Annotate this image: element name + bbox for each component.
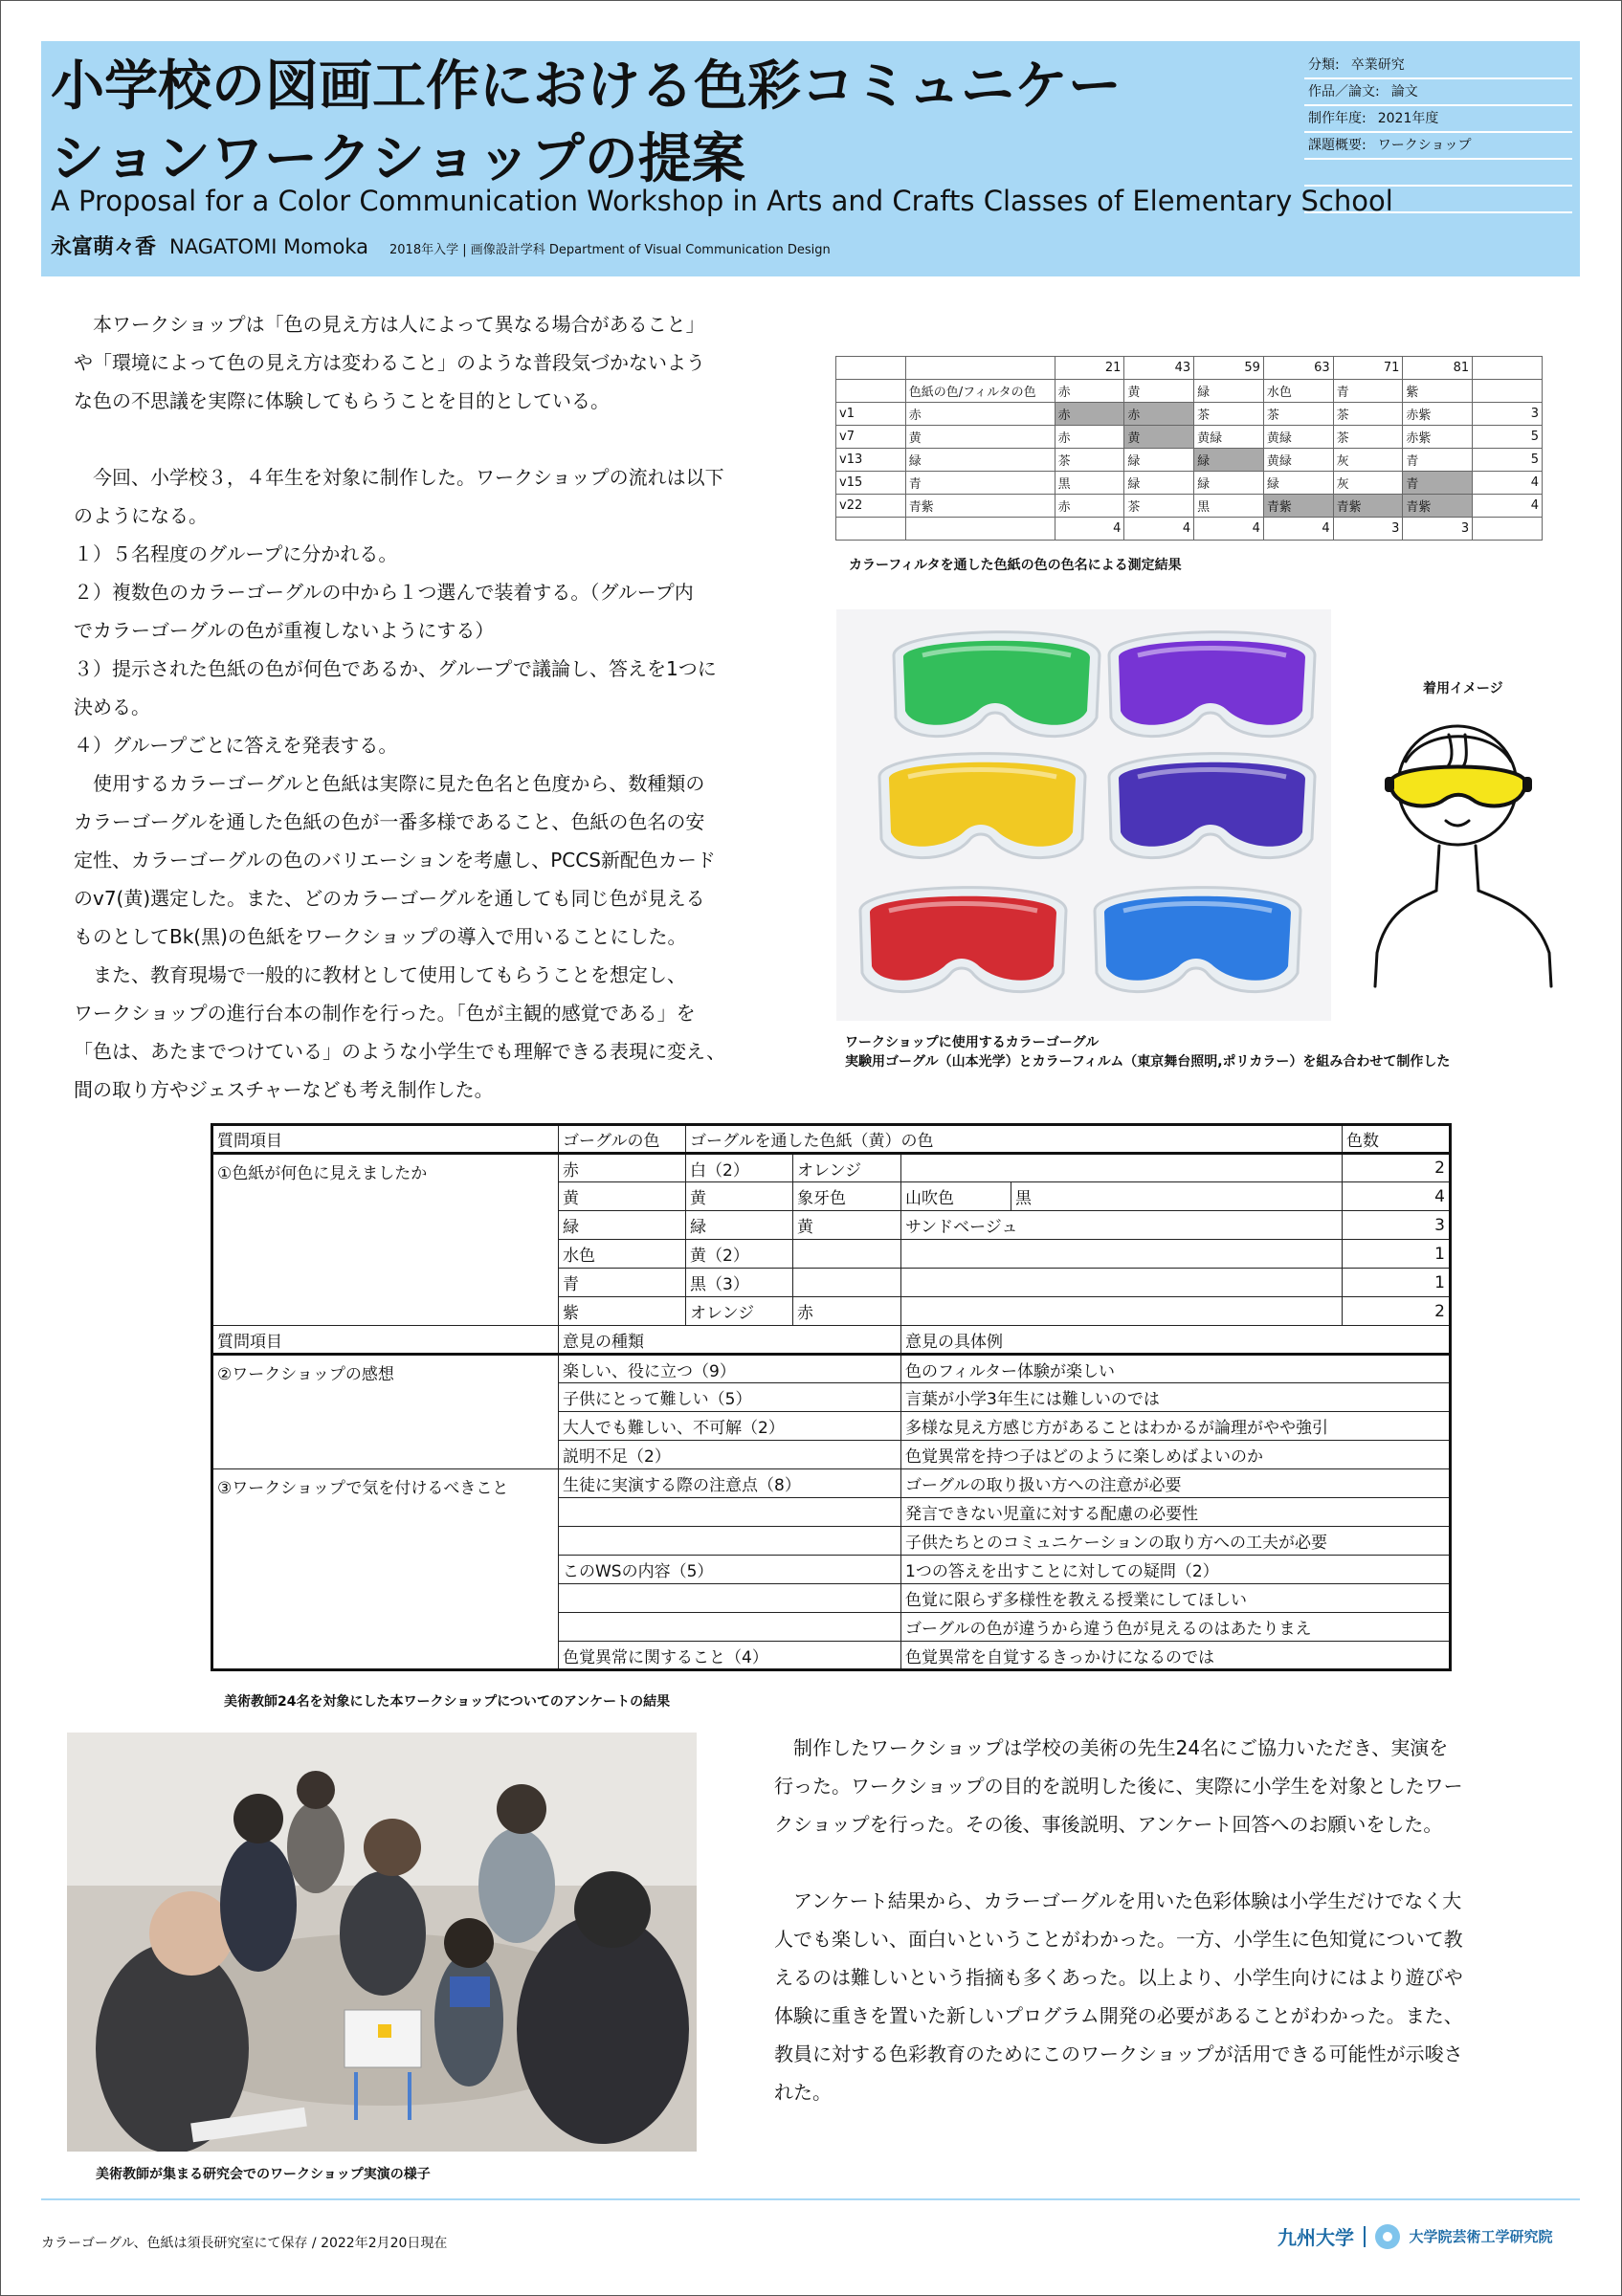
author-name-en: NAGATOMI Momoka	[169, 235, 369, 258]
result-cell: 黄緑	[1263, 426, 1333, 449]
result-cell: 赤	[1124, 403, 1194, 426]
opinion-example: ゴーグルの取り扱い方への注意が必要	[901, 1469, 1451, 1498]
result-cell: 茶	[1055, 449, 1124, 472]
filter-number: 59	[1194, 357, 1264, 380]
result-cell: 赤	[1055, 426, 1124, 449]
result-cell: 青	[1403, 449, 1473, 472]
opinion-kind: 説明不足（2）	[559, 1441, 901, 1469]
result-cell: 青紫	[1333, 495, 1403, 518]
text-line: のv7(黄)選定した。また、どのカラーゴーグルを通しても同じ色が見える	[74, 887, 705, 910]
goggle-strap-left	[1385, 777, 1394, 792]
filter-number: 63	[1263, 357, 1333, 380]
table-row	[836, 518, 1543, 541]
goggle-item	[1095, 888, 1300, 992]
footer-note: カラーゴーグル、色紙は須長研究室にて保存 / 2022年2月20日現在	[41, 2236, 448, 2251]
text-line: ワークショップの進行台本の制作を行った。「色が主観的感覚である」を	[74, 1002, 696, 1025]
goggle-color: 青	[559, 1269, 686, 1297]
opinion-example: 色覚異常を持つ子はどのように楽しめばよいのか	[901, 1441, 1451, 1469]
filter-number: 43	[1124, 357, 1194, 380]
result-cell: 赤紫	[1403, 426, 1473, 449]
text-line: でカラーゴーグルの色が重複しないようにする）	[74, 619, 495, 642]
seen-color: 黄	[793, 1211, 901, 1240]
question-3: ③ワークショップで気を付けるべきこと	[212, 1469, 559, 1670]
meta-value: ワークショップ	[1377, 138, 1472, 153]
filter-name: 緑	[1194, 380, 1264, 403]
meta-row	[1304, 106, 1572, 133]
seen-color: 黄	[686, 1182, 793, 1211]
result-cell: 黄緑	[1263, 449, 1333, 472]
meta-label: 分類:	[1308, 57, 1340, 73]
text-line: ２）複数色のカラーゴーグルの中から１つ選んで装着する。（グループ内	[74, 581, 694, 604]
table-cell	[836, 518, 906, 541]
paper-color: 青	[905, 472, 1055, 495]
goggle-color: 水色	[559, 1240, 686, 1269]
graduate-school-name: 大学院芸術工学研究院	[1409, 2228, 1553, 2245]
meta-row	[1304, 79, 1572, 106]
meta-value: 論文	[1390, 84, 1418, 99]
column-total: 4	[1194, 518, 1264, 541]
goggle-color: 紫	[559, 1297, 686, 1326]
meta-value: 卒業研究	[1350, 57, 1405, 73]
seen-color: 山吹色	[901, 1182, 1011, 1211]
seen-color: 象牙色	[793, 1182, 901, 1211]
text-line: 間の取り方やジェスチャーなども考え制作した。	[74, 1078, 494, 1101]
table-row	[836, 449, 1543, 472]
column-total: 3	[1333, 518, 1403, 541]
table-cell	[836, 380, 906, 403]
shoulder-right	[1476, 846, 1551, 986]
meta-row	[1304, 53, 1572, 79]
result-cell: 黒	[1055, 472, 1124, 495]
header-question: 質問項目	[212, 1125, 559, 1154]
paper-id: v22	[836, 495, 906, 518]
seen-color: サンドベージュ	[901, 1211, 1343, 1240]
paper-color: 黄	[905, 426, 1055, 449]
opinion-example: 多様な見え方感じ方があることはわかるが論理がやや強引	[901, 1412, 1451, 1441]
result-cell: 赤紫	[1403, 403, 1473, 426]
result-cell: 赤	[1055, 495, 1124, 518]
table-row	[836, 357, 1543, 380]
text-line: や「環境によって色の見え方は変わること」のような普段気づかないよう	[74, 351, 705, 374]
filter-number: 21	[1055, 357, 1124, 380]
meta-label: 課題概要:	[1308, 138, 1366, 153]
color-count: 2	[1343, 1297, 1451, 1326]
column-total: 4	[1124, 518, 1194, 541]
text-line: れた。	[774, 2081, 832, 2104]
meta-label: 制作年度:	[1308, 111, 1366, 126]
table-cell	[905, 518, 1055, 541]
footer-logo	[1278, 2222, 1553, 2250]
meta-label: 作品／論文:	[1308, 84, 1380, 99]
page-title	[51, 51, 1295, 196]
text-line: 行った。ワークショップの目的を説明した後に、実際に小学生を対象としたワー	[774, 1775, 1463, 1798]
header-goggle-color: ゴーグルの色	[559, 1125, 686, 1154]
text-line: 決める。	[74, 695, 150, 718]
text-line: 定性、カラーゴーグルの色のバリエーションを考慮し、PCCS新配色カード	[74, 849, 716, 872]
goggles-photo	[836, 609, 1331, 1021]
opinion-example: 色のフィルター体験が楽しい	[901, 1355, 1451, 1383]
filter-name: 黄	[1124, 380, 1194, 403]
seen-color: 緑	[686, 1211, 793, 1240]
goggle-item	[860, 888, 1066, 992]
wearing-figure	[1367, 723, 1568, 1001]
column-total: 3	[1403, 518, 1473, 541]
result-cell: 灰	[1333, 449, 1403, 472]
goggle-on-face	[1390, 767, 1525, 806]
opinion-example: 子供たちとのコミュニケーションの取り方への工夫が必要	[901, 1527, 1451, 1556]
meta-row-empty	[1304, 187, 1572, 213]
seen-color	[901, 1269, 1343, 1297]
seen-color	[901, 1154, 1343, 1182]
row-count: 5	[1473, 449, 1543, 472]
seen-color	[901, 1240, 1343, 1269]
text-line: ４）グループごとに答えを発表する。	[74, 734, 398, 757]
filter-number: 81	[1403, 357, 1473, 380]
table-row	[836, 426, 1543, 449]
color-count: 1	[1343, 1240, 1451, 1269]
result-cell: 青紫	[1263, 495, 1333, 518]
opinion-kind	[559, 1498, 901, 1527]
university-name: 九州大学	[1278, 2226, 1354, 2249]
workshop-photo-caption: 美術教師が集まる研究会でのワークショップ実演の様子	[96, 2167, 431, 2182]
text-line: 「色は、あたまでつけている」のような小学生でも理解できる表現に変え、	[74, 1040, 726, 1063]
intro-paragraph-2	[74, 458, 801, 1109]
opinion-kind	[559, 1613, 901, 1642]
text-line: 制作したワークショップは学校の美術の先生24名にご協力いただき、実演を	[774, 1736, 1449, 1759]
text-line: 今回、小学校３，４年生を対象に制作した。ワークショップの流れは以下	[74, 466, 724, 489]
author-meta: 2018年入学 | 画像設計学科 Department of Visual Communication Design	[389, 243, 831, 257]
seen-color: 黄（2）	[686, 1240, 793, 1269]
hair-strand	[1463, 735, 1466, 766]
opinion-example: 1つの答えを出すことに対しての疑問（2）	[901, 1556, 1451, 1584]
text-line: ３）提示された色紙の色が何色であるか、グループで議論し、答えを1つに	[74, 657, 717, 680]
opinion-example: 発言できない児童に対する配慮の必要性	[901, 1498, 1451, 1527]
color-count: 4	[1343, 1182, 1451, 1211]
table-cell	[1473, 518, 1543, 541]
workshop-scene	[67, 1733, 697, 2152]
result-cell: 緑	[1124, 472, 1194, 495]
color-count: 3	[1343, 1211, 1451, 1240]
header-opinion-kind: 意見の種類	[559, 1326, 901, 1355]
filter-name: 青	[1333, 380, 1403, 403]
filter-name: 紫	[1403, 380, 1473, 403]
text-line: 体験に重きを置いた新しいプログラム開発の必要があることがわかった。また、	[774, 2004, 1463, 2027]
goggle-strap-right	[1522, 777, 1532, 792]
goggle-item	[879, 754, 1085, 858]
table-row	[836, 380, 1543, 403]
table-row	[836, 472, 1543, 495]
opinion-kind: 楽しい、役に立つ（9）	[559, 1355, 901, 1383]
hair-strand	[1448, 735, 1452, 766]
seen-color: 黒（3）	[686, 1269, 793, 1297]
table-cell	[1473, 380, 1543, 403]
survey-result-table	[211, 1123, 1452, 1671]
goggle-color: 黄	[559, 1182, 686, 1211]
result-cell: 青	[1403, 472, 1473, 495]
result-cell: 緑	[1194, 449, 1264, 472]
seen-color: オレンジ	[686, 1297, 793, 1326]
opinion-example: ゴーグルの色が違うから違う色が見えるのはあたりまえ	[901, 1613, 1451, 1642]
table-row	[212, 1154, 1451, 1182]
paper-id: v7	[836, 426, 906, 449]
text-line: ものとしてBk(黒)の色紙をワークショップの導入で用いることにした。	[74, 925, 687, 948]
result-cell: 茶	[1333, 403, 1403, 426]
meta-row-empty	[1304, 160, 1572, 187]
goggle-item	[1109, 754, 1315, 858]
table-cell	[905, 357, 1055, 380]
header-label: 色紙の色/フィルタの色	[905, 380, 1055, 403]
goggle-item	[1109, 632, 1315, 737]
conclusion-paragraph-2	[774, 1882, 1559, 2111]
text-line: アンケート結果から、カラーゴーグルを用いた色彩体験は小学生だけでなく大	[774, 1889, 1462, 1912]
meta-info	[1304, 53, 1572, 213]
text-line: のようになる。	[74, 504, 208, 527]
text-line: 教員に対する色彩教育のためにこのワークショップが活用できる可能性が示唆さ	[774, 2042, 1463, 2065]
result-cell: 赤	[1055, 403, 1124, 426]
opinion-kind	[559, 1527, 901, 1556]
opinion-example: 色覚異常を自覚するきっかけになるのでは	[901, 1642, 1451, 1670]
seen-color	[901, 1297, 1343, 1326]
result-cell: 緑	[1124, 449, 1194, 472]
table-row	[212, 1469, 1451, 1498]
table-row	[212, 1125, 1451, 1154]
paper-color: 赤	[905, 403, 1055, 426]
table-cell	[1473, 357, 1543, 380]
filter-table-caption: カラーフィルタを通した色紙の色の色名による測定結果	[849, 558, 1182, 573]
goggle-color: 緑	[559, 1211, 686, 1240]
title-line: ションワークショップの提案	[51, 128, 745, 190]
result-cell: 青紫	[1403, 495, 1473, 518]
result-cell: 黒	[1194, 495, 1264, 518]
row-count: 4	[1473, 472, 1543, 495]
survey-table-caption: 美術教師24名を対象にした本ワークショップについてのアンケートの結果	[224, 1694, 671, 1710]
title-line: 小学校の図画工作における色彩コミュニケー	[51, 55, 1122, 118]
opinion-kind: 子供にとって難しい（5）	[559, 1383, 901, 1412]
seen-color: 黒	[1011, 1182, 1343, 1211]
table-row	[836, 403, 1543, 426]
result-cell: 茶	[1333, 426, 1403, 449]
text-line: クショップを行った。その後、事後説明、アンケート回答へのお願いをした。	[774, 1813, 1443, 1836]
wearing-image-label: 着用イメージ	[1423, 681, 1503, 696]
shoulder-left	[1375, 846, 1439, 986]
column-total: 4	[1055, 518, 1124, 541]
seen-color: オレンジ	[793, 1154, 901, 1182]
goggles-caption-1: ワークショップに使用するカラーゴーグル	[845, 1035, 1100, 1050]
author-name-ja: 永富萌々香	[51, 235, 157, 259]
filter-number: 71	[1333, 357, 1403, 380]
intro-paragraph-1	[74, 305, 801, 420]
paper-id: v13	[836, 449, 906, 472]
table-row	[212, 1355, 1451, 1383]
workshop-photo	[67, 1733, 697, 2152]
university-logo-icon	[1375, 2224, 1400, 2249]
text-line: な色の不思議を実際に体験してもらうことを目的としている。	[74, 389, 610, 412]
result-cell: 緑	[1194, 472, 1264, 495]
opinion-example: 言葉が小学3年生には難しいのでは	[901, 1383, 1451, 1412]
paper-id: v15	[836, 472, 906, 495]
text-line: 本ワークショップは「色の見え方は人によって異なる場合があること」	[74, 313, 705, 336]
header-opinion-example: 意見の具体例	[901, 1326, 1451, 1355]
header-question: 質問項目	[212, 1326, 559, 1355]
table-cell	[836, 357, 906, 380]
row-count: 3	[1473, 403, 1543, 426]
filter-result-table	[835, 356, 1543, 541]
table-row	[212, 1326, 1451, 1355]
opinion-kind: 生徒に実演する際の注意点（8）	[559, 1469, 901, 1498]
column-total: 4	[1263, 518, 1333, 541]
text-line: また、教育現場で一般的に教材として使用してもらうことを想定し、	[74, 963, 686, 986]
question-1: ①色紙が何色に見えましたか	[212, 1154, 559, 1326]
opinion-example: 色覚に限らず多様性を教える授業にしてほしい	[901, 1584, 1451, 1613]
header-count: 色数	[1343, 1125, 1451, 1154]
seen-color	[793, 1240, 901, 1269]
opinion-kind: 大人でも難しい、不可解（2）	[559, 1412, 901, 1441]
result-cell: 茶	[1194, 403, 1264, 426]
goggles-illustration	[836, 609, 1331, 1021]
paper-color: 青紫	[905, 495, 1055, 518]
goggle-color: 赤	[559, 1154, 686, 1182]
text-line: 人でも楽しい、面白いということがわかった。一方、小学生に色知覚について教	[774, 1928, 1463, 1951]
subtitle-english: A Proposal for a Color Communication Workshop in Arts and Crafts Classes of Elementary School	[51, 185, 1393, 217]
logo-separator	[1364, 2226, 1366, 2247]
row-count: 5	[1473, 426, 1543, 449]
result-cell: 黄緑	[1194, 426, 1264, 449]
seen-color: 赤	[793, 1297, 901, 1326]
meta-row	[1304, 133, 1572, 160]
color-count: 1	[1343, 1269, 1451, 1297]
header-paper-color: ゴーグルを通した色紙（黄）の色	[686, 1125, 1343, 1154]
smile	[1446, 821, 1469, 826]
result-cell: 茶	[1263, 403, 1333, 426]
opinion-kind: 色覚異常に関すること（4）	[559, 1642, 901, 1670]
conclusion-paragraph-1	[774, 1729, 1559, 1843]
table-row	[836, 495, 1543, 518]
text-line: カラーゴーグルを通した色紙の色が一番多様であること、色紙の色名の安	[74, 810, 705, 833]
result-cell: 黄	[1124, 426, 1194, 449]
seen-color: 白（2）	[686, 1154, 793, 1182]
paper-id: v1	[836, 403, 906, 426]
meta-value: 2021年度	[1377, 111, 1439, 126]
goggles-caption-2: 実験用ゴーグル（山本光学）とカラーフィルム（東京舞台照明,ポリカラー）を組み合わせて制作した	[845, 1054, 1451, 1070]
author-line	[51, 231, 831, 260]
text-line: １）５名程度のグループに分かれる。	[74, 542, 398, 565]
text-line: 使用するカラーゴーグルと色紙は実際に見た色名と色度から、数種類の	[74, 772, 705, 795]
paper-color: 緑	[905, 449, 1055, 472]
row-count: 4	[1473, 495, 1543, 518]
footer-divider	[41, 2198, 1580, 2200]
filter-name: 赤	[1055, 380, 1124, 403]
result-cell: 灰	[1333, 472, 1403, 495]
question-2: ②ワークショップの感想	[212, 1355, 559, 1469]
color-count: 2	[1343, 1154, 1451, 1182]
opinion-kind	[559, 1584, 901, 1613]
filter-name: 水色	[1263, 380, 1333, 403]
result-cell: 茶	[1124, 495, 1194, 518]
goggle-item	[894, 632, 1100, 737]
header-banner	[41, 41, 1580, 276]
seen-color	[793, 1269, 901, 1297]
result-cell: 緑	[1263, 472, 1333, 495]
text-line: えるのは難しいという指摘も多くあった。以上より、小学生向けにはより遊びや	[774, 1966, 1463, 1989]
opinion-kind: このWSの内容（5）	[559, 1556, 901, 1584]
